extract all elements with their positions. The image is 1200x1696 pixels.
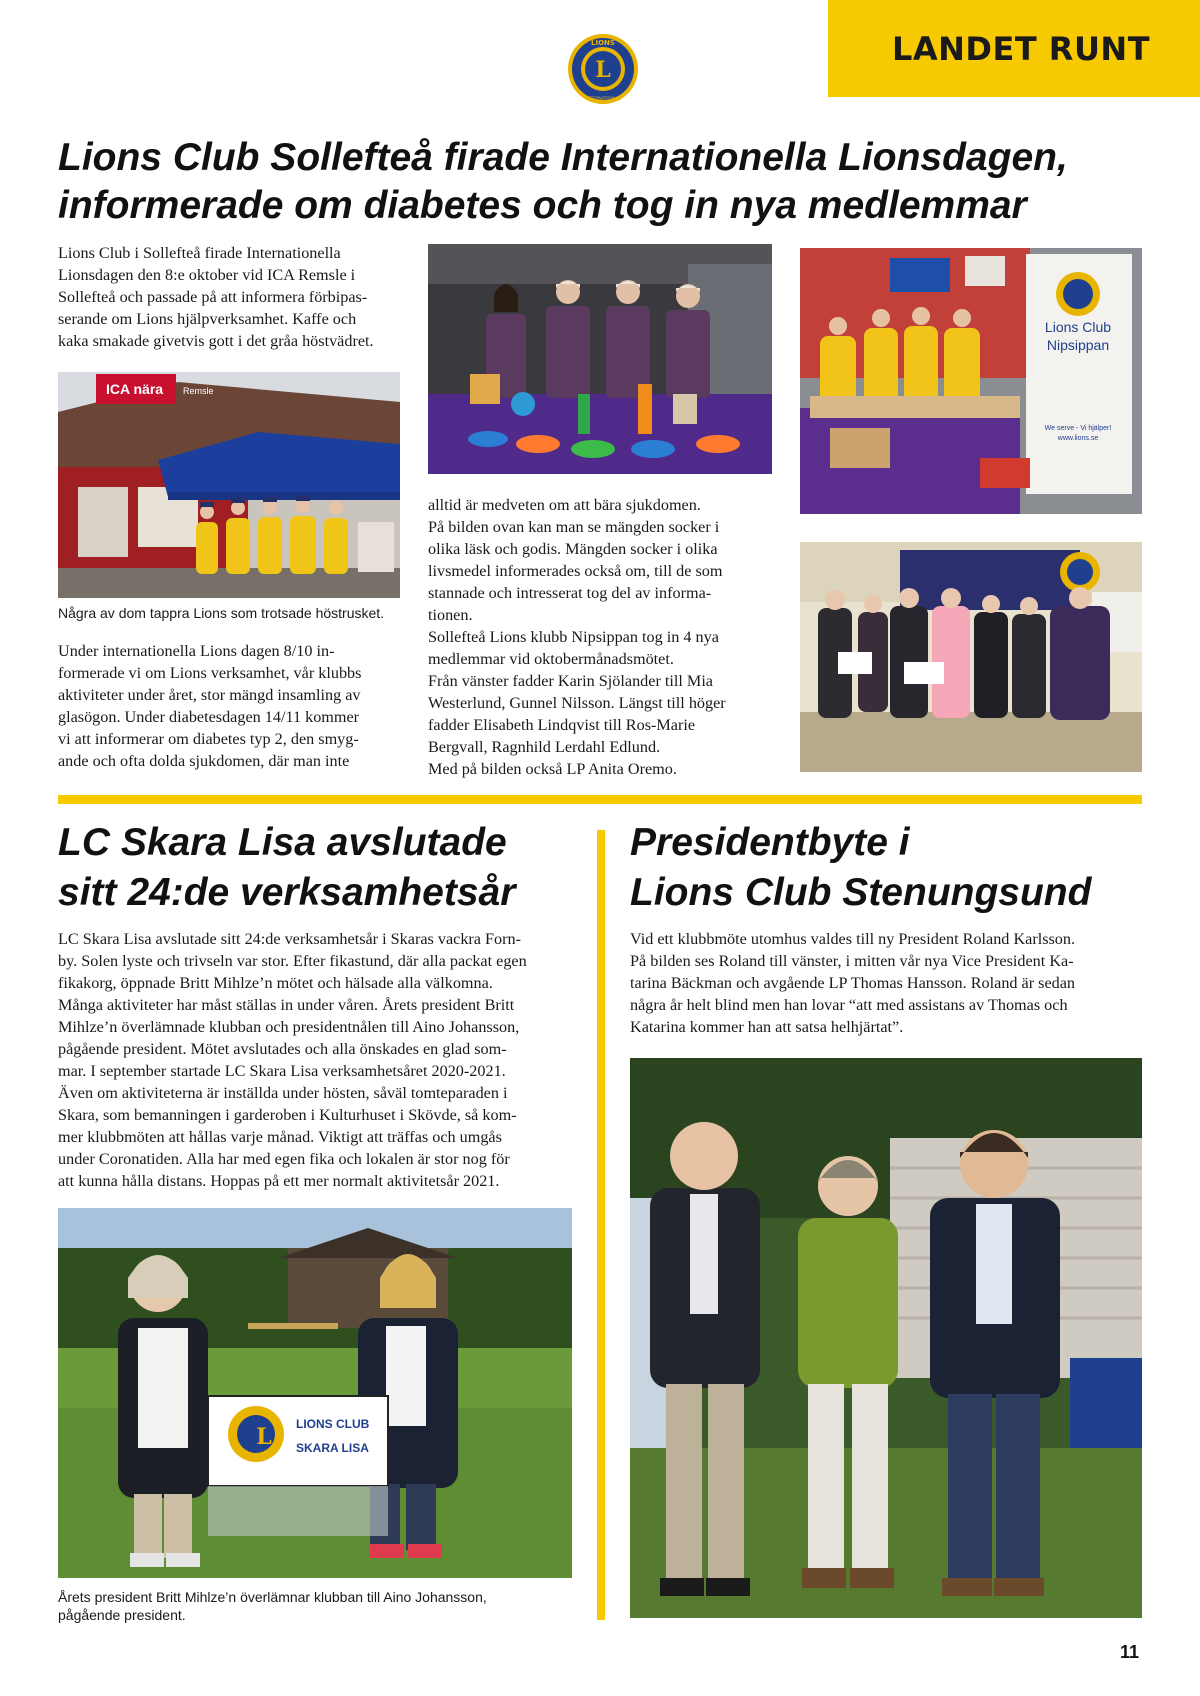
photo-stenungsund bbox=[630, 1058, 1142, 1618]
photo-sugar-table bbox=[428, 244, 772, 474]
banner-line: Nipsippan bbox=[1046, 337, 1110, 353]
article1-col1: Under internationella Lions dagen 8/10 in- formerade vi om Lions verksamhet, vår klubbs aktiviteter under året, stor mängd insamling av glasögon. Under diabetesdagen 14/11 kommer vi att informerar om diabetes typ 2, den smyg- ande och ofta dolda sjukdomen, där man inte bbox=[58, 642, 362, 770]
page-number: 11 bbox=[1120, 1642, 1140, 1662]
article1-title-line: informerade om diabetes och tog in nya medlemmar bbox=[58, 184, 1027, 227]
article1-title-line: Lions Club Sollefteå firade Internationella Lionsdagen, bbox=[58, 136, 1068, 179]
photo-nipsippan-stand bbox=[800, 248, 1142, 514]
article1-intro: Lions Club i Sollefteå firade Internationella Lionsdagen den 8:e oktober vid ICA Remsle i Sollefteå och passade på att informera förbipas- serande om Lions hjälpverksamhet. Kaffe och kaka smakade givetvis gott i det gråa höstvädret. bbox=[58, 244, 374, 350]
photo-new-members bbox=[800, 542, 1142, 772]
logo-text-top: LIONS bbox=[591, 39, 615, 47]
banner-line: Lions Club bbox=[1044, 319, 1112, 335]
svg-text:L: L bbox=[256, 1424, 272, 1450]
sign-line: SKARA LISA bbox=[296, 1441, 369, 1455]
photo-skara-caption: Årets president Britt Mihlze’n överlämnar klubban till Aino Johansson, pågående president. bbox=[58, 1589, 487, 1623]
photo-skara-lisa bbox=[58, 1208, 572, 1578]
lions-logo bbox=[566, 32, 640, 106]
photo-ica-caption: Några av dom tappra Lions som trotsade höstrusket. bbox=[58, 605, 385, 621]
photo-ica-tent bbox=[58, 372, 400, 598]
article3-title: Presidentbyte i Lions Club Stenungsund bbox=[630, 821, 1092, 914]
sign-line: LIONS CLUB bbox=[296, 1417, 370, 1431]
section-tab bbox=[828, 0, 1200, 97]
section-tab-label: LANDET RUNT bbox=[891, 30, 1151, 68]
article2-title: LC Skara Lisa avslutade sitt 24:de verksamhetsår bbox=[58, 821, 516, 914]
article1-title bbox=[58, 134, 1168, 230]
section-divider bbox=[58, 795, 1142, 804]
article2-body: LC Skara Lisa avslutade sitt 24:de verksamhetsår i Skaras vackra Forn- by. Solen lyste och trivseln var stor. Efter fikastund, där alla packat egen fikakorg, öppnade Britt Mihlze’n mötet och hälsade alla välkomna. Många aktiviteter har måst ställas in under våren. Årets president Britt Mihlze’n överlämnade klubban och presidentnålen till Aino Johansson, pågående president. Mötet avslutades och alla önskades en glad som- mar. I september startade LC Skara Lisa verksamhetsåret 2020-2021. Även om aktiviteterna är inställda under hösten, såväl tomteparaden i Skara, som bemanningen i garderoben i Kulturhuset i Skövde, så kom- mer klubbmöten att hållas varje månad. Viktigt att träffas och umgås under Coronatiden. Alla har med egen fika och lokalen är stor nog för att kunna hålla distans. Hoppas på ett mer normalt aktivitetsår 2021. bbox=[58, 930, 527, 1190]
logo-letter: L bbox=[595, 57, 611, 83]
store-sign: ICA nära bbox=[106, 381, 164, 397]
article3-body: Vid ett klubbmöte utomhus valdes till ny President Roland Karlsson. På bilden ses Roland till vänster, i mitten vår nya Vice President Ka- tarina Bäckman och avgående LP Thomas Hansson. Roland är sedan några år helt blind men han lovar “att med assistans av Thomas och Katarina kommer han att satsa helhjärtat”. bbox=[630, 930, 1076, 1036]
column-divider bbox=[597, 830, 605, 1620]
banner-small: www.lions.se bbox=[1057, 435, 1099, 442]
banner-small: We serve - Vi hjälper! bbox=[1044, 425, 1112, 432]
store-sign-2: Remsle bbox=[183, 386, 214, 396]
article1-col2: alltid är medveten om att bära sjukdomen. På bilden ovan kan man se mängden socker i olika läsk och godis. Mängden socker i olika livsmedel informerades också om, till de som stannade och intresserat tog del av informa- tionen. Sollefteå Lions klubb Nipsippan tog in 4 nya medlemmar vid oktobermånadsmötet. Från vänster fadder Karin Sjölander till Mia Westerlund, Gunnel Nilsson. Längst till höger fadder Elisabeth Lindqvist till Ros-Marie Bergvall, Ragnhild Lerdahl Edlund. Med på bilden också LP Anita Oremo. bbox=[428, 496, 726, 778]
logo-text-bottom: INTERNATIONAL bbox=[584, 97, 622, 102]
